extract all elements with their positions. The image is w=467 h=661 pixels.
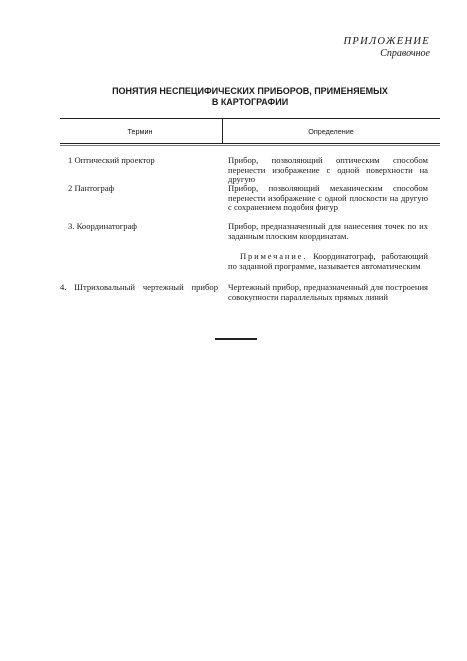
table-row-3-note [228,252,428,271]
table-top-rule [60,118,440,119]
title-line-2: В КАРТОГРАФИИ [211,97,289,107]
table-row-2-definition: Прибор, позволяющий механическим способом перенести изображение с одной плоскости на другую с сохранением подобия фигур [228,183,428,213]
table-row-2-term: 2 Пантограф [68,183,115,193]
table-row-1-term: 1 Оптический проектор [68,155,155,165]
appendix-heading [344,36,431,60]
appendix-label: ПРИЛОЖЕНИЕ [343,36,430,47]
document-title [60,86,440,108]
end-rule [215,338,257,340]
header-definition: Определение [308,127,354,136]
title-line-1: ПОНЯТИЯ НЕСПЕЦИФИЧЕСКИХ ПРИБОРОВ, ПРИМЕНЯЕМЫХ [112,86,388,96]
header-bottom-rule-2 [60,145,440,146]
table-row-3-term: 3. Координатограф [68,221,137,231]
header-term: Термин [127,127,153,136]
table-row-4-definition: Чертежный прибор, предназначенный для построения совокупности параллельных прямых линий [228,282,428,302]
header-bottom-rule [60,143,440,144]
table-row-4-term: 4. Штриховальный чертежный прибор [60,282,218,292]
header-column-divider [222,118,223,144]
table-row-3-definition: Прибор, предназначенный для нанесения точек по их заданным плоским координатам. [228,221,428,241]
note-text: Координатограф, работающий по заданной программе, называется автоматическим [228,251,428,271]
appendix-sublabel: Справочное [380,48,430,59]
table-row-1-definition: Прибор, позволяющий оптическим способом перенести изображение с одной поверхности на другую [228,155,428,185]
note-label: Примечание. [240,251,308,261]
